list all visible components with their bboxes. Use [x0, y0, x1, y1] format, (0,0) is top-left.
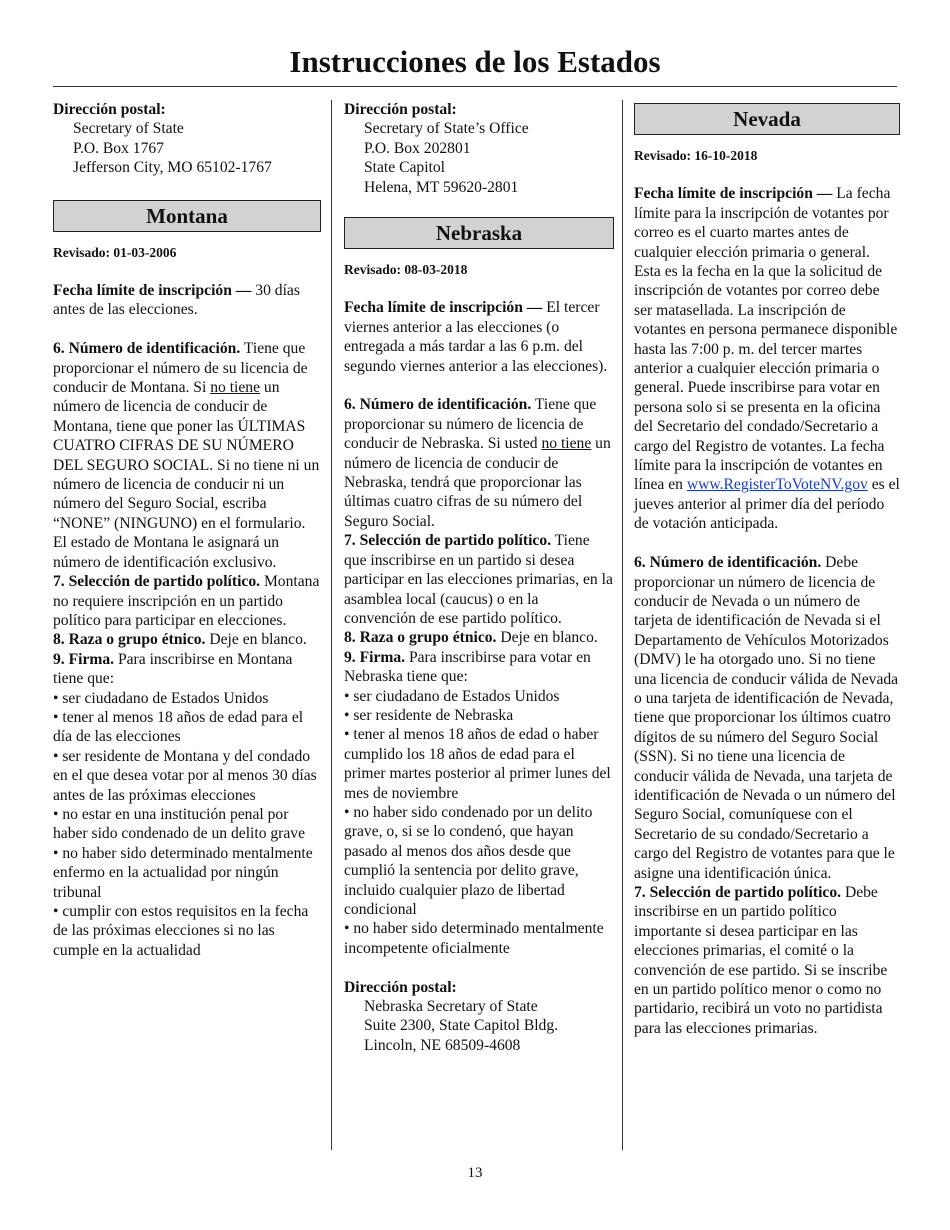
id-number-section: 6. Número de identificación. Tiene que proporcionar su número de licencia de conducir de Nebraska. Si usted no tiene un número de licencia de conducir de Nebraska, tendrá que proporcionar las últimas cuatro cifras de su número del Seguro Social.	[344, 396, 611, 530]
mailing-address-line: Lincoln, NE 68509-4608	[364, 1036, 521, 1054]
race-section: 8. Raza o grupo étnico. Deje en blanco.	[53, 631, 307, 649]
requirement-item: • ser residente de Montana y del condado en el que desea votar por al menos 30 días antes de las próximas elecciones	[53, 747, 317, 804]
party-selection-section: 7. Selección de partido político. Montana no requiere inscripción en un partido político para participar en elecciones.	[53, 573, 320, 629]
column-montana	[53, 100, 321, 960]
requirement-item: • ser ciudadano de Estados Unidos	[344, 687, 560, 705]
requirement-item: • no haber sido condenado por un delito grave, o, si se lo condenó, que hayan pasado al menos dos años desde que cumplió la sentencia por delito grave, incluido cualquier plazo de libertad condicional	[344, 803, 593, 918]
id-number-section: 6. Número de identificación. Debe proporcionar un número de licencia de conducir de Nevada o un número de tarjeta de identificación de Nevada si el Departamento de Vehículos Motorizados (DMV) le ha otorgado uno. Si no tiene una licencia de conducir válida de Nevada o una tarjeta de identificación de Nevada, tiene que proporcionar los últimos cuatro dígitos de su número del Seguro Social (SSN). Si no tiene una licencia de conducir válida de Nevada, una tarjeta de identificación de Nevada o un número del Seguro Social, comuníquese con el Secretario de su condado/Secretario a cargo del Registro de votantes para que le asigne una identificación única.	[634, 554, 899, 882]
registration-deadline: Fecha límite de inscripción — 30 días antes de las elecciones.	[53, 282, 300, 319]
mailing-address-line: Secretary of State	[73, 120, 184, 138]
registration-deadline: Fecha límite de inscripción — El tercer viernes anterior a las elecciones (o entregada a más tardar a las 6 p.m. del segundo viernes anterior a las elecciones).	[344, 299, 608, 375]
requirement-item: • ser ciudadano de Estados Unidos	[53, 689, 269, 707]
state-header-montana: Montana	[53, 200, 321, 232]
mailing-address-line: P.O. Box 1767	[73, 139, 164, 157]
revised-date: Revisado: 16-10-2018	[634, 148, 758, 163]
mailing-address-label: Dirección postal:	[344, 101, 457, 118]
mailing-address-line: Jefferson City, MO 65102-1767	[73, 159, 272, 177]
requirement-item: • no haber sido determinado mentalmente enfermo en la actualidad por ningún tribunal	[53, 844, 313, 901]
party-selection-section: 7. Selección de partido político. Tiene que inscribirse en un partido si desea participar en las elecciones primarias, en la asamblea local (caucus) o en la convención de ese partido político.	[344, 532, 613, 627]
state-header-nebraska: Nebraska	[344, 217, 614, 249]
race-section: 8. Raza o grupo étnico. Deje en blanco.	[344, 629, 598, 647]
register-to-vote-link[interactable]: www.RegisterToVoteNV.gov	[686, 476, 868, 494]
state-header-nevada: Nevada	[634, 103, 900, 135]
requirement-item: • no estar en una institución penal por haber sido condenado de un delito grave	[53, 805, 306, 843]
revised-date: Revisado: 08-03-2018	[344, 262, 468, 278]
mailing-address-line: Suite 2300, State Capitol Bldg.	[364, 1017, 559, 1035]
column-nebraska	[344, 100, 614, 1055]
revised-date: Revisado: 01-03-2006	[53, 244, 177, 260]
requirement-item: • no haber sido determinado mentalmente incompetente oficialmente	[344, 920, 604, 957]
page-number: 13	[467, 1165, 483, 1181]
mailing-address-line: State Capitol	[364, 159, 445, 177]
column-divider-2	[622, 100, 623, 1150]
mailing-address-label: Dirección postal:	[53, 101, 166, 118]
mailing-address-label: Dirección postal:	[344, 978, 457, 996]
signature-section: 9. Firma. Para inscribirse para votar en Nebraska tiene que:	[344, 648, 591, 686]
requirement-item: • tener al menos 18 años de edad o haber cumplido los 18 años de edad para el primer martes posterior al primer lunes del mes de noviembre	[344, 726, 611, 802]
signature-section: 9. Firma. Para inscribirse en Montana tiene que:	[53, 650, 293, 688]
registration-deadline: Fecha límite de inscripción — La fecha límite para la inscripción de votantes por correo es el cuarto martes antes de cualquier elección primaria o general. Esta es la fecha en la que la solicitud de inscripción de votantes por correo debe ser matasellada. La inscripción de votantes en persona permanece disponible hasta las 7:00 p. m. del tercer martes anterior a cualquier elección primaria o general. Puede inscribirse para votar en persona solo si se presenta en la oficina del Secretario del condado/Secretario a cargo del Registro de votantes. La fecha límite para la inscripción de votantes en línea en www.RegisterToVoteNV.gov es el jueves anterior al primer día del período de votación anticipada.	[634, 185, 900, 533]
party-selection-section: 7. Selección de partido político. Debe inscribirse en un partido político importante si desea participar en las elecciones primarias, el comité o la convención de ese partido. Si se inscribe en un partido político menor o como no partidario, recibirá un voto no partidista para las elecciones primarias.	[634, 884, 888, 1037]
requirement-item: • ser residente de Nebraska	[344, 706, 514, 724]
page-title: Instrucciones de los Estados	[289, 44, 661, 79]
column-divider-1	[331, 100, 332, 1150]
mailing-address-line: Helena, MT 59620-2801	[364, 178, 519, 196]
id-number-section: 6. Número de identificación. Tiene que proporcionar el número de su licencia de conducir de Montana. Si no tiene un número de licencia de conducir de Montana, tiene que poner las ÚLTIMAS CUATRO CIFRAS DE SU NÚMERO DEL SEGURO SOCIAL. Si no tiene ni un número de licencia de conducir ni un número del Seguro Social, escriba “NONE” (NINGUNO) en el formulario. El estado de Montana le asignará un número de identificación exclusivo.	[53, 340, 320, 571]
mailing-address-line: P.O. Box 202801	[364, 139, 471, 157]
mailing-address-line: Nebraska Secretary of State	[364, 998, 538, 1016]
column-nevada	[634, 100, 900, 1038]
mailing-address-line: Secretary of State’s Office	[364, 120, 529, 138]
title-divider	[53, 86, 897, 87]
requirement-item: • cumplir con estos requisitos en la fecha de las próximas elecciones si no las cumple en la actualidad	[53, 903, 309, 959]
requirement-item: • tener al menos 18 años de edad para el día de las elecciones	[53, 708, 304, 746]
